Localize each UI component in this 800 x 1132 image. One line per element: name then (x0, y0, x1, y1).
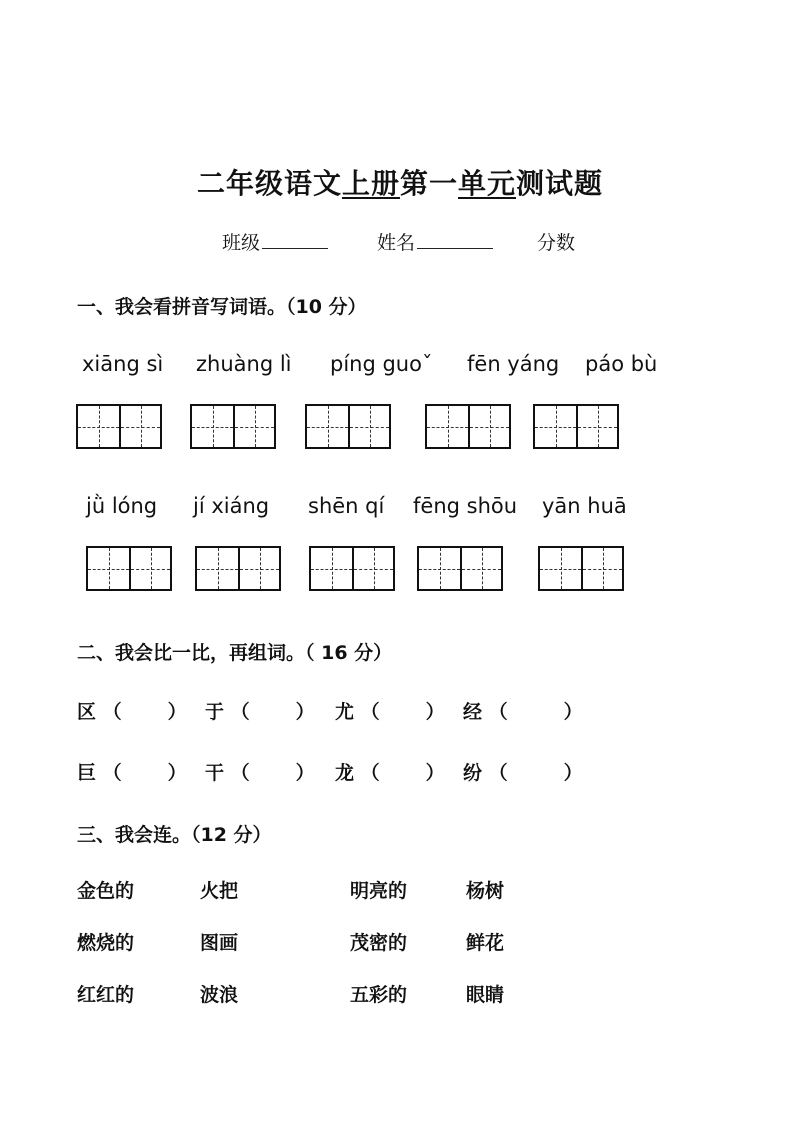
pinyin-1-5: páo bù (585, 352, 658, 376)
writing-grid[interactable] (425, 404, 511, 449)
match-adjective[interactable]: 五彩的 (350, 984, 408, 1006)
compare-item[interactable]: 纷 （ ） (463, 762, 583, 784)
match-adjective[interactable]: 明亮的 (350, 880, 408, 902)
match-adjective[interactable]: 金色的 (77, 880, 135, 902)
score-field (537, 228, 575, 255)
section2-heading: 二、我会比一比，再组词。（ 16 分） (77, 642, 393, 664)
pinyin-1-1: xiāng sì (82, 352, 164, 376)
name-label: 姓名 (377, 232, 416, 254)
match-adjective[interactable]: 红红的 (77, 984, 135, 1006)
writing-grid[interactable] (417, 546, 503, 591)
class-field[interactable] (222, 228, 328, 255)
pinyin-2-4: fēng shōu (413, 494, 518, 518)
title-part-4: 单元 (458, 167, 517, 200)
compare-item[interactable]: 巨 （ ） (77, 762, 187, 784)
match-adjective[interactable]: 燃烧的 (77, 932, 135, 954)
match-noun[interactable]: 杨树 (466, 880, 505, 902)
compare-item[interactable]: 于 （ ） (205, 701, 315, 723)
pinyin-1-2: zhuàng lì (196, 352, 292, 376)
pinyin-1-4: fēn yáng (467, 352, 560, 376)
title-part-2: 上册 (341, 167, 400, 200)
compare-item[interactable]: 经 （ ） (463, 701, 583, 723)
match-noun[interactable]: 图画 (200, 932, 239, 954)
pinyin-2-1: jǜ lóng (86, 494, 158, 518)
title-part-3: 第一 (399, 167, 458, 200)
section1-heading: 一、我会看拼音写词语。（10 分） (77, 296, 367, 318)
match-noun[interactable]: 火把 (200, 880, 239, 902)
writing-grid[interactable] (305, 404, 391, 449)
writing-grid[interactable] (533, 404, 619, 449)
pinyin-2-5: yān huā (542, 494, 627, 518)
pinyin-2-2: jí xiáng (193, 494, 270, 518)
class-label: 班级 (222, 232, 261, 254)
pinyin-2-3: shēn qí (308, 494, 385, 518)
compare-item[interactable]: 龙 （ ） (335, 762, 445, 784)
pinyin-1-3: píng guoˇ (330, 352, 433, 376)
writing-grid[interactable] (190, 404, 276, 449)
section3-heading: 三、我会连。（12 分） (77, 824, 272, 846)
compare-item[interactable]: 尤 （ ） (335, 701, 445, 723)
match-noun[interactable]: 波浪 (200, 984, 239, 1006)
name-blank[interactable] (417, 246, 493, 249)
match-adjective[interactable]: 茂密的 (350, 932, 408, 954)
name-field[interactable] (377, 228, 493, 255)
title-part-1: 二年级语文 (196, 167, 342, 200)
match-noun[interactable]: 鲜花 (466, 932, 505, 954)
compare-item[interactable]: 区 （ ） (77, 701, 187, 723)
match-noun[interactable]: 眼睛 (466, 984, 505, 1006)
writing-grid[interactable] (86, 546, 172, 591)
writing-grid[interactable] (309, 546, 395, 591)
class-blank[interactable] (262, 246, 328, 249)
title-part-5: 测试题 (516, 167, 604, 200)
writing-grid[interactable] (76, 404, 162, 449)
writing-grid[interactable] (538, 546, 624, 591)
score-label: 分数 (537, 232, 576, 254)
page-title (0, 162, 800, 202)
writing-grid[interactable] (195, 546, 281, 591)
compare-item[interactable]: 干 （ ） (205, 762, 315, 784)
